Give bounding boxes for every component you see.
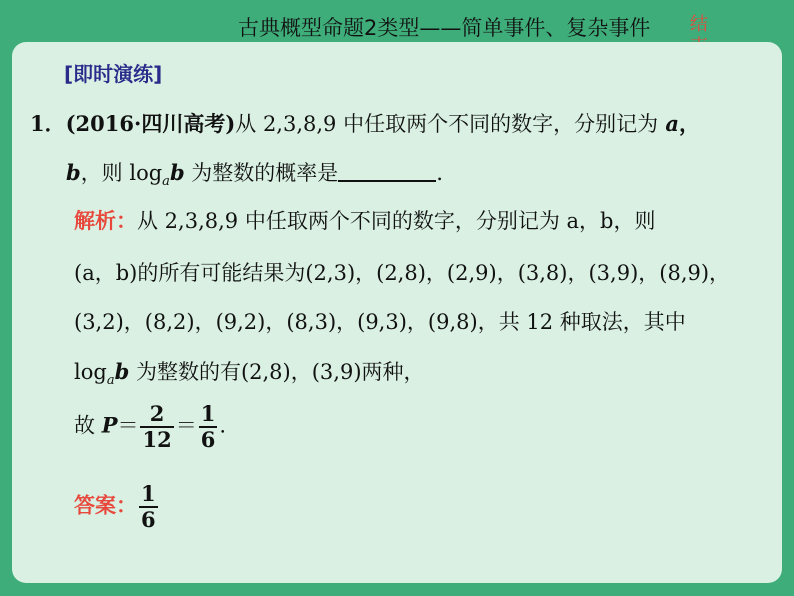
var-a: a (665, 111, 680, 136)
log-sub: a (106, 373, 115, 388)
log-arg-b: b (169, 160, 185, 185)
end-button[interactable]: 结 (690, 14, 708, 35)
question-period: ． (436, 161, 458, 185)
question-number: 1． (30, 111, 66, 136)
solution-line-4 (74, 356, 425, 388)
question-end: 为整数的概率是 (184, 161, 339, 185)
answer-line (74, 482, 160, 532)
slide-header-title: 古典概型命题2类型——简单事件、复杂事件 (238, 16, 651, 40)
var-b: b (66, 160, 81, 185)
var-P: P (101, 412, 118, 438)
log-b: b (114, 359, 130, 384)
section-tag: [即时演练] (64, 62, 163, 86)
solution-line-2: (a，b)的所有可能结果为(2,3)，(2,8)，(2,9)，(3,8)，(3,9)，(8,9)， (74, 261, 731, 285)
log-sub-a: a (162, 174, 170, 189)
solution-text-1: 从 2,3,8,9 中任取两个不同的数字，分别记为 a，b，则 (137, 209, 656, 233)
question-mid: ，则 log (80, 161, 163, 185)
comma: ， (679, 111, 701, 136)
fraction-2-12: $\frac{2}{12}$ (142, 401, 172, 452)
solution-label: 解析： (74, 209, 137, 233)
solution-line-3: (3,2)，(8,2)，(9,2)，(8,3)，(9,3)，(9,8)，共 12 种取法，其中 (74, 310, 686, 334)
solution-text-4: 为整数的有(2,8)，(3,9)两种， (129, 360, 425, 384)
question-line-2 (66, 157, 457, 189)
equals-1: ＝ (117, 413, 139, 438)
question-source: (2016·四川高考) (65, 111, 236, 136)
answer-blank (338, 180, 436, 182)
answer-label: 答案： (74, 493, 137, 518)
equals-2: ＝ (175, 413, 197, 438)
solution-end: . (219, 413, 227, 438)
log-text: log (74, 360, 107, 384)
solution-line-5 (74, 402, 226, 452)
solution-line-1 (74, 205, 655, 235)
so-prefix: 故 (74, 413, 102, 438)
answer-fraction: $\frac{1}{6}$ (141, 481, 156, 532)
question-text: 从 2,3,8,9 中任取两个不同的数字，分别记为 (235, 112, 659, 136)
fraction-1-6: $\frac{1}{6}$ (200, 401, 216, 452)
question-line-1 (30, 108, 700, 138)
